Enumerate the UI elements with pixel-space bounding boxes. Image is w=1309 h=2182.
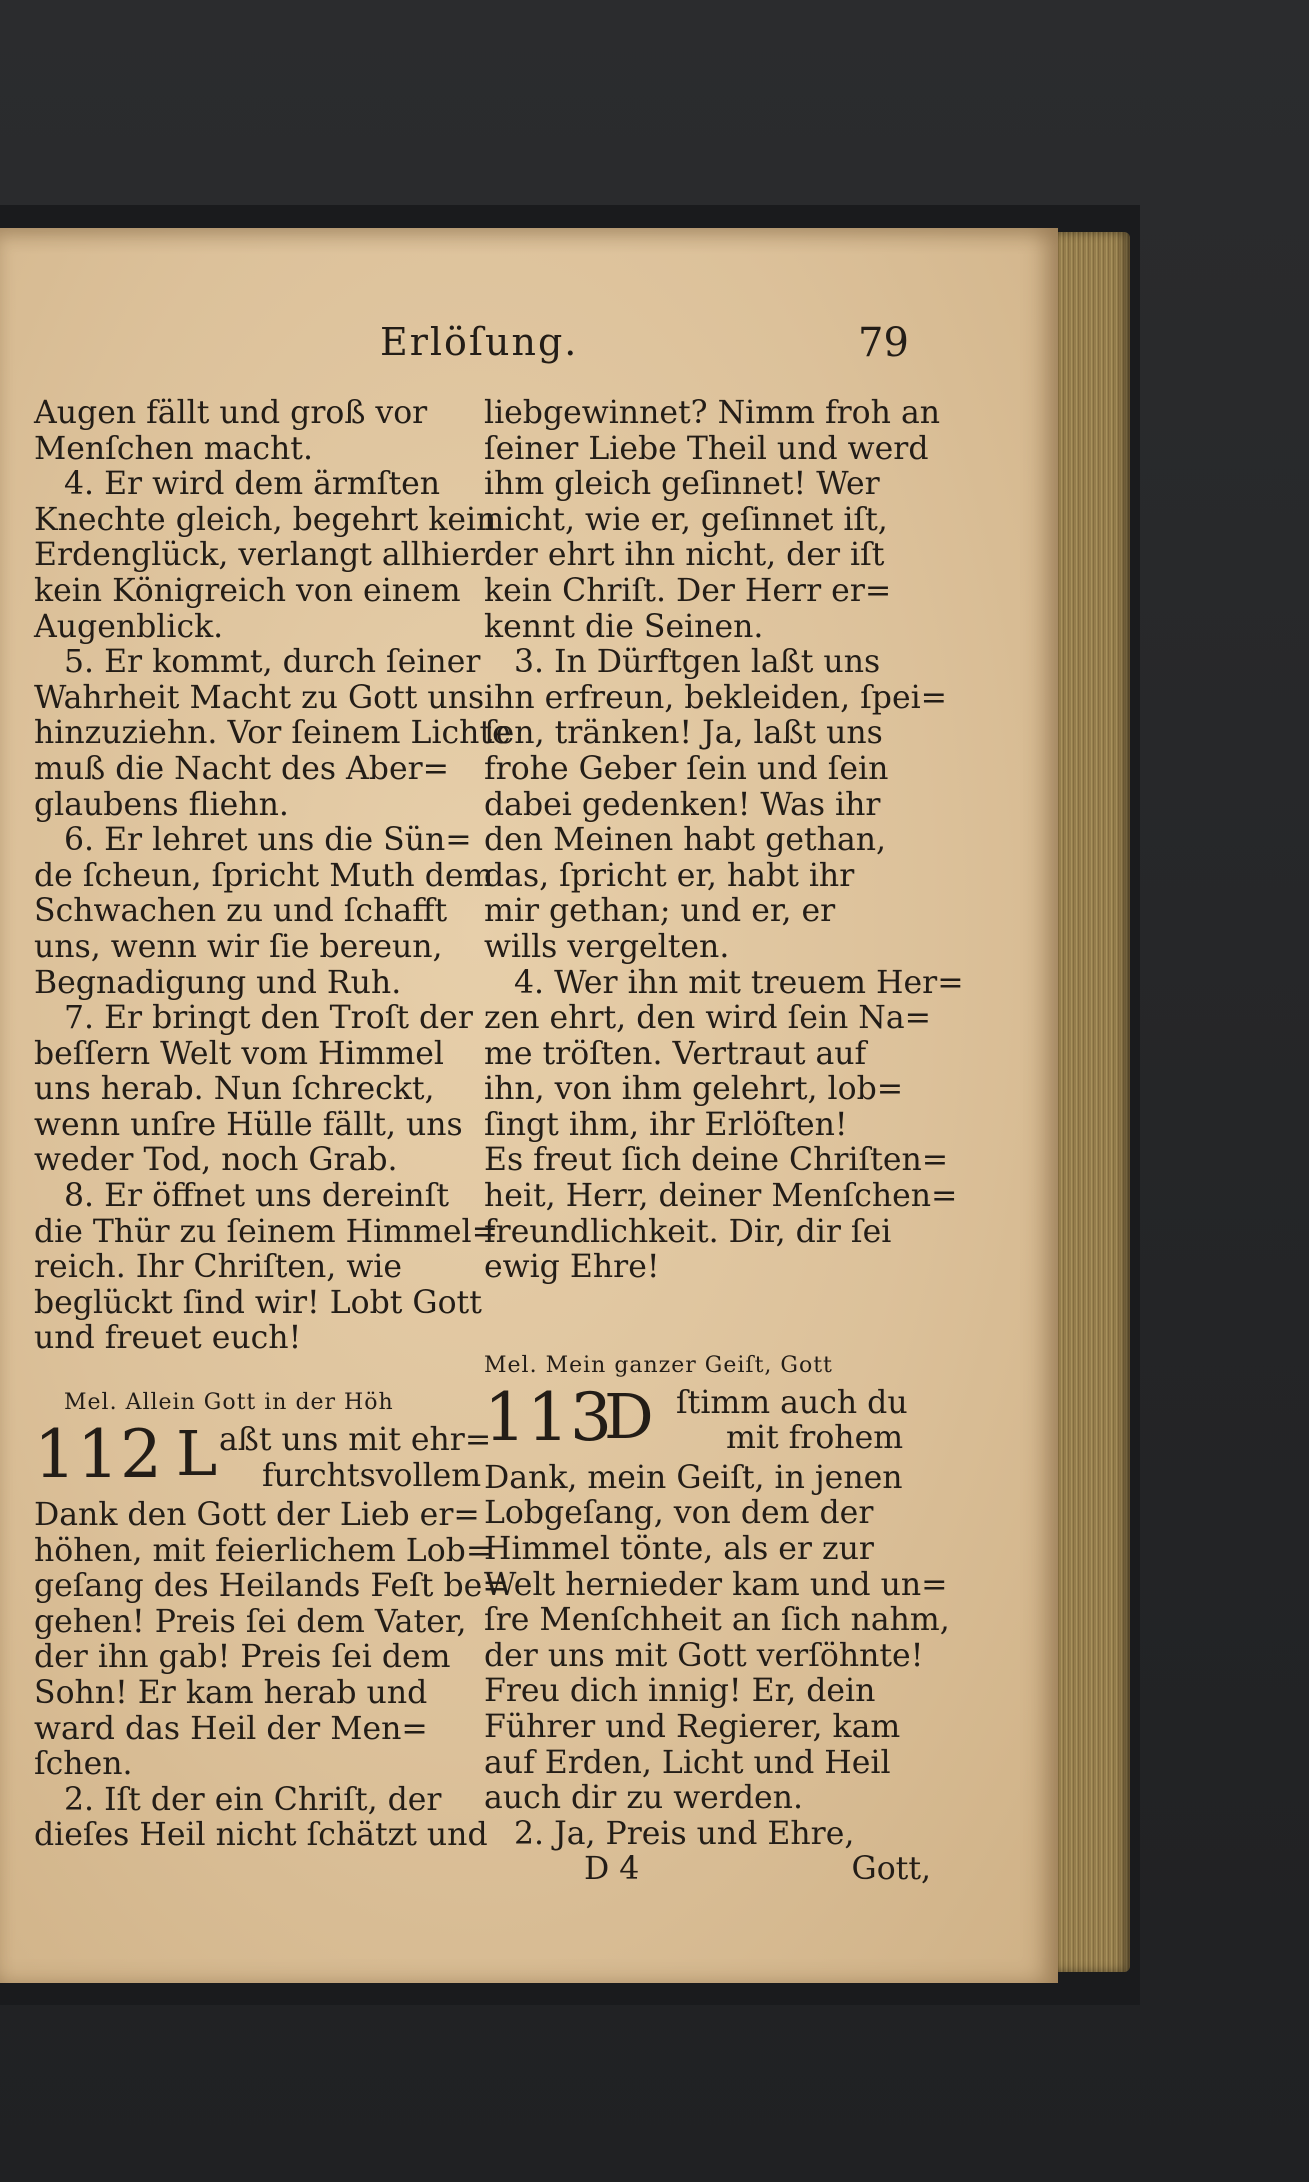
text-line: frohe Geber ſein und ſein	[484, 750, 889, 787]
text-line: den Meinen habt gethan,	[484, 822, 887, 859]
text-line: höhen, mit feierlichem Lob=	[34, 1532, 493, 1569]
text-line: uns, wenn wir ſie bereun,	[34, 928, 443, 965]
text-line: ſre Menſchheit an ſich nahm,	[484, 1602, 950, 1639]
left-column-text	[34, 395, 511, 1357]
text-line: weder Tod, noch Grab.	[34, 1142, 398, 1179]
text-line: ſen, tränken! Ja, laßt uns	[484, 715, 883, 752]
hymn-number-113: 113	[484, 1378, 613, 1456]
text-line: dabei gedenken! Was ihr	[484, 786, 881, 823]
text-line: muß die Nacht des Aber=	[34, 750, 450, 787]
text-line: Menſchen macht.	[34, 430, 313, 467]
right-column-text	[484, 395, 964, 1286]
text-line: ihm gleich geſinnet! Wer	[484, 466, 880, 503]
text-line: de ſcheun, ſpricht Muth dem	[34, 857, 494, 894]
text-line: wenn unſre Hülle fällt, uns	[34, 1106, 463, 1143]
running-head-title: Erlöſung.	[380, 320, 579, 364]
text-line: beglückt ſind wir! Lobt Gott	[34, 1284, 482, 1321]
text-line: 8. Er öffnet uns dereinſt	[64, 1178, 450, 1215]
text-line: 6. Er lehret uns die Sün=	[64, 822, 472, 859]
text-line: auf Erden, Licht und Heil	[484, 1744, 891, 1781]
text-line: ſeiner Liebe Theil und werd	[484, 430, 929, 467]
page-footer	[484, 1852, 949, 1892]
text-line: Lobgeſang, von dem der	[484, 1495, 874, 1532]
text-line: 7. Er bringt den Troſt der	[64, 1000, 473, 1037]
text-line: reich. Ihr Chriſten, wie	[34, 1249, 403, 1286]
text-line: kennt die Seinen.	[484, 608, 764, 645]
text-line: ewig Ehre!	[484, 1249, 660, 1286]
hymn-113-first-line: ſtimm auch du	[676, 1384, 908, 1421]
text-line: Sohn! Er kam herab und	[34, 1675, 428, 1711]
text-line: der uns mit Gott verſöhnte!	[484, 1637, 924, 1674]
page-number: 79	[858, 320, 909, 366]
hymn-112-first-line: aßt uns mit ehr=	[219, 1422, 492, 1459]
hymn-112-second-line: furchtsvollem	[262, 1457, 482, 1494]
text-line: 2. Iſt der ein Chriſt, der	[64, 1781, 442, 1818]
text-line: 5. Er kommt, durch ſeiner	[64, 644, 481, 681]
text-line: Augen fällt und groß vor	[34, 395, 428, 431]
text-line: ihn, von ihm gelehrt, lob=	[484, 1071, 904, 1108]
catchword: Gott,	[851, 1851, 931, 1888]
text-line: kein Königreich von einem	[34, 572, 461, 609]
text-line: Dank den Gott der Lieb er=	[34, 1497, 480, 1534]
text-line: Freu dich innig! Er, dein	[484, 1673, 876, 1710]
text-line: Augenblick.	[34, 608, 224, 645]
text-line: Erdenglück, verlangt allhier	[34, 537, 485, 574]
hymn-number-112: 112	[34, 1416, 163, 1494]
text-line: Es freut ſich deine Chriſten=	[484, 1142, 949, 1179]
running-head	[0, 320, 1058, 380]
text-line: mir gethan; und er, er	[484, 893, 836, 930]
hymn-112-text	[34, 1497, 509, 1854]
text-line: kein Chriſt. Der Herr er=	[484, 572, 892, 609]
text-line: uns herab. Nun ſchreckt,	[34, 1071, 435, 1108]
text-line: beſſern Welt vom Himmel	[34, 1035, 444, 1072]
text-line: freundlichkeit. Dir, dir ſei	[484, 1213, 892, 1250]
text-line: me tröſten. Vertraut auf	[484, 1035, 867, 1072]
text-line: Dank, mein Geiſt, in jenen	[484, 1459, 903, 1496]
text-line: ſchen.	[34, 1746, 133, 1783]
text-line: liebgewinnet? Nimm froh an	[484, 395, 941, 431]
left-column	[34, 395, 511, 1854]
hymn-113-heading	[484, 1378, 949, 1461]
text-line: das, ſpricht er, habt ihr	[484, 857, 855, 894]
text-line: Welt hernieder kam und un=	[484, 1566, 948, 1603]
melody-note-112: Mel. Allein Gott in der Höh	[64, 1390, 394, 1416]
text-line: heit, Herr, deiner Menſchen=	[484, 1178, 958, 1215]
text-line: Begnadigung und Ruh.	[34, 964, 402, 1001]
hymn-112-initial: L	[176, 1417, 218, 1491]
text-line: Führer und Regierer, kam	[484, 1709, 901, 1745]
text-line: und freuet euch!	[34, 1320, 302, 1357]
text-line: ihn erfreun, bekleiden, ſpei=	[484, 679, 948, 716]
right-column	[484, 395, 964, 1892]
text-line: der ehrt ihn nicht, der iſt	[484, 537, 885, 574]
text-line: geſang des Heilands Feſt be=	[34, 1568, 509, 1605]
melody-note-113: Mel. Mein ganzer Geiſt, Gott	[484, 1352, 833, 1378]
text-line: glaubens fliehn.	[34, 786, 289, 823]
hymn-113-second-line: mit frohem	[726, 1420, 904, 1457]
text-line: 2. Ja, Preis und Ehre,	[514, 1815, 855, 1852]
text-line: ſingt ihm, ihr Erlöſten!	[484, 1106, 848, 1143]
text-line: Schwachen zu und ſchafft	[34, 893, 448, 930]
text-line: 3. In Dürftgen laßt uns	[514, 644, 881, 681]
text-line: ward das Heil der Men=	[34, 1710, 428, 1747]
book-page	[0, 228, 1058, 1983]
text-line: Knechte gleich, begehrt kein	[34, 501, 497, 538]
text-line: die Thür zu ſeinem Himmel=	[34, 1213, 499, 1250]
text-line: nicht, wie er, geſinnet iſt,	[484, 501, 888, 538]
text-line: Wahrheit Macht zu Gott uns	[34, 679, 485, 716]
text-line: dieſes Heil nicht ſchätzt und	[34, 1817, 488, 1854]
signature-mark: D 4	[584, 1851, 640, 1888]
text-line: der ihn gab! Preis ſei dem	[34, 1639, 451, 1676]
text-line: auch dir zu werden.	[484, 1780, 803, 1817]
text-line: gehen! Preis ſei dem Vater,	[34, 1603, 467, 1640]
hymn-113-initial: D	[604, 1379, 654, 1453]
hymn-112-heading	[34, 1416, 494, 1498]
text-line: Himmel tönte, als er zur	[484, 1531, 874, 1568]
text-line: 4. Er wird dem ärmſten	[64, 466, 441, 503]
hymn-113-text	[484, 1461, 949, 1853]
text-line: wills vergelten.	[484, 928, 730, 965]
text-line: hinzuziehn. Vor ſeinem Lichte	[34, 715, 511, 752]
text-line: zen ehrt, den wird ſein Na=	[484, 1000, 931, 1037]
text-line: 4. Wer ihn mit treuem Her=	[514, 964, 964, 1001]
